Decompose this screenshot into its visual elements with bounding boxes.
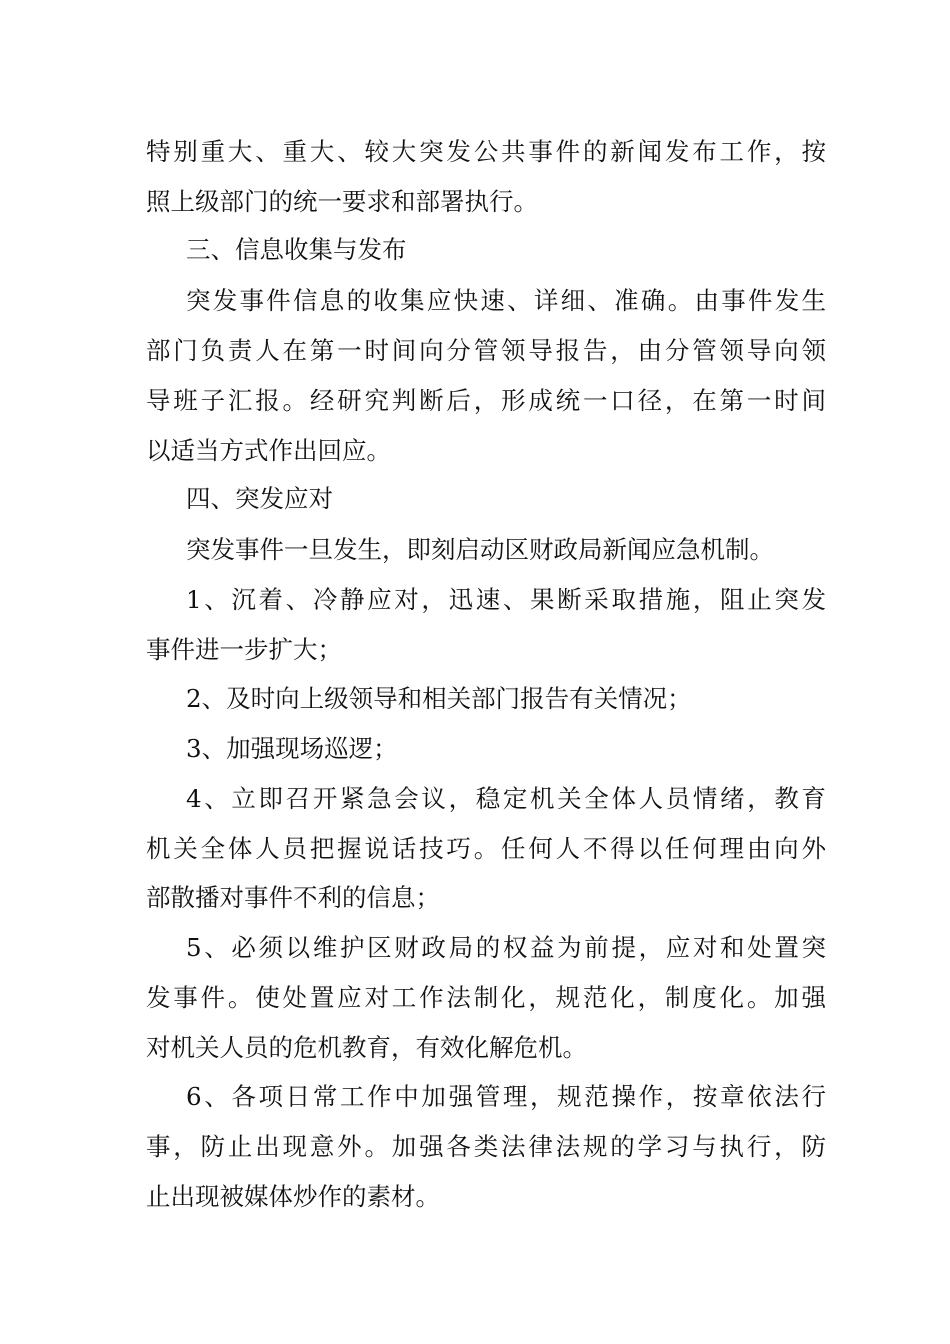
paragraph-line: 特别重大、重大、较大突发公共事件的新闻发布工作，按 (146, 137, 826, 166)
paragraph-line: 照上级部门的统一要求和部署执行。 (146, 187, 538, 216)
list-item-line: 对机关人员的危机教育，有效化解危机。 (146, 1033, 587, 1062)
paragraph-line: 部门负责人在第一时间向分管领导报告，由分管领导向领 (146, 336, 826, 365)
list-item-line: 1、沉着、冷静应对，迅速、果断采取措施，阻止突发 (186, 585, 826, 614)
list-item-line: 事，防止出现意外。加强各类法律法规的学习与执行，防 (146, 1132, 826, 1161)
list-item-line: 机关全体人员把握说话技巧。任何人不得以任何理由向外 (146, 834, 826, 863)
paragraph-line: 突发事件信息的收集应快速、详细、准确。由事件发生 (186, 286, 826, 315)
section-heading: 四、突发应对 (186, 484, 333, 513)
list-item-line: 6、各项日常工作中加强管理，规范操作，按章依法行 (186, 1082, 826, 1111)
list-item-line: 4、立即召开紧急会议，稳定机关全体人员情绪，教育 (186, 784, 826, 813)
paragraph-line: 以适当方式作出回应。 (146, 436, 391, 465)
paragraph-line: 突发事件一旦发生，即刻启动区财政局新闻应急机制。 (186, 535, 774, 564)
list-item-line: 部散播对事件不利的信息； (146, 883, 440, 912)
paragraph-line: 导班子汇报。经研究判断后，形成统一口径，在第一时间 (146, 386, 826, 415)
list-item-line: 2、及时向上级领导和相关部门报告有关情况； (186, 684, 692, 713)
list-item-line: 事件进一步扩大； (146, 635, 342, 664)
list-item-line: 5、必须以维护区财政局的权益为前提，应对和处置突 (186, 933, 826, 962)
list-item-line: 止出现被媒体炒作的素材。 (146, 1182, 440, 1211)
list-item-line: 3、加强现场巡逻； (186, 734, 398, 763)
section-heading: 三、信息收集与发布 (186, 235, 407, 264)
list-item-line: 发事件。使处置应对工作法制化，规范化，制度化。加强 (146, 983, 826, 1012)
